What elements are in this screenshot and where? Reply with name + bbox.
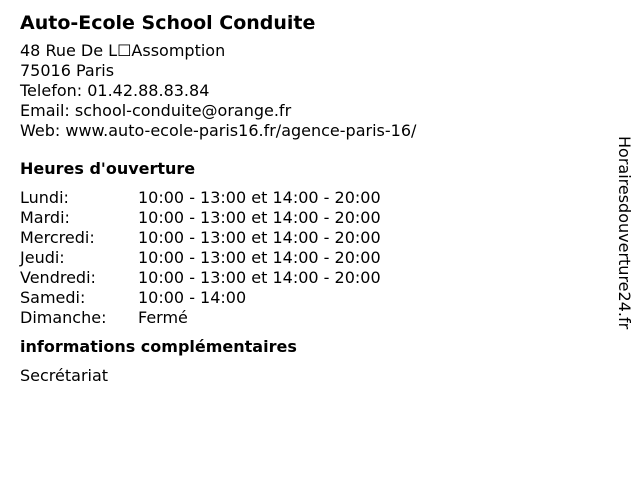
hours-day: Lundi: [20,188,69,207]
hours-row [20,228,381,248]
email-address[interactable]: school-conduite@orange.fr [74,101,292,120]
business-card [20,10,600,386]
hours-time: 10:00 - 13:00 et 14:00 - 20:00 [138,208,381,227]
hours-time: Fermé [138,308,188,327]
additional-info-heading: informations complémentaires [20,337,297,356]
hours-day: Vendredi: [20,268,96,287]
email-line [20,101,600,121]
hours-row [20,288,381,308]
hours-day: Samedi: [20,288,86,307]
opening-hours-heading: Heures d'ouverture [20,159,196,178]
web-line [20,121,600,141]
opening-hours-table [20,188,381,328]
hours-time: 10:00 - 14:00 [138,288,247,307]
phone-number[interactable]: 01.42.88.83.84 [87,81,210,100]
hours-row [20,248,381,268]
hours-time: 10:00 - 13:00 et 14:00 - 20:00 [138,248,381,267]
phone-line [20,81,600,101]
hours-row [20,308,381,328]
hours-day: Mercredi: [20,228,95,247]
additional-info-text: Secrétariat [20,366,109,385]
hours-day: Mardi: [20,208,70,227]
hours-time: 10:00 - 13:00 et 14:00 - 20:00 [138,228,381,247]
address-city: 75016 Paris [20,61,115,80]
hours-row [20,268,381,288]
hours-day: Dimanche: [20,308,107,327]
address-street: 48 Rue De L☐Assomption [20,41,226,60]
phone-label: Telefon: [20,81,83,100]
hours-row [20,208,381,228]
hours-time: 10:00 - 13:00 et 14:00 - 20:00 [138,268,381,287]
web-link[interactable]: www.auto-ecole-paris16.fr/agence-paris-16/ [65,121,417,140]
hours-row [20,188,381,208]
business-name: Auto-Ecole School Conduite [20,12,316,34]
hours-time: 10:00 - 13:00 et 14:00 - 20:00 [138,188,381,207]
web-label: Web: [20,121,61,140]
hours-day: Jeudi: [20,248,65,267]
email-label: Email: [20,101,70,120]
site-watermark: Horairesdouverture24.fr [615,136,634,330]
